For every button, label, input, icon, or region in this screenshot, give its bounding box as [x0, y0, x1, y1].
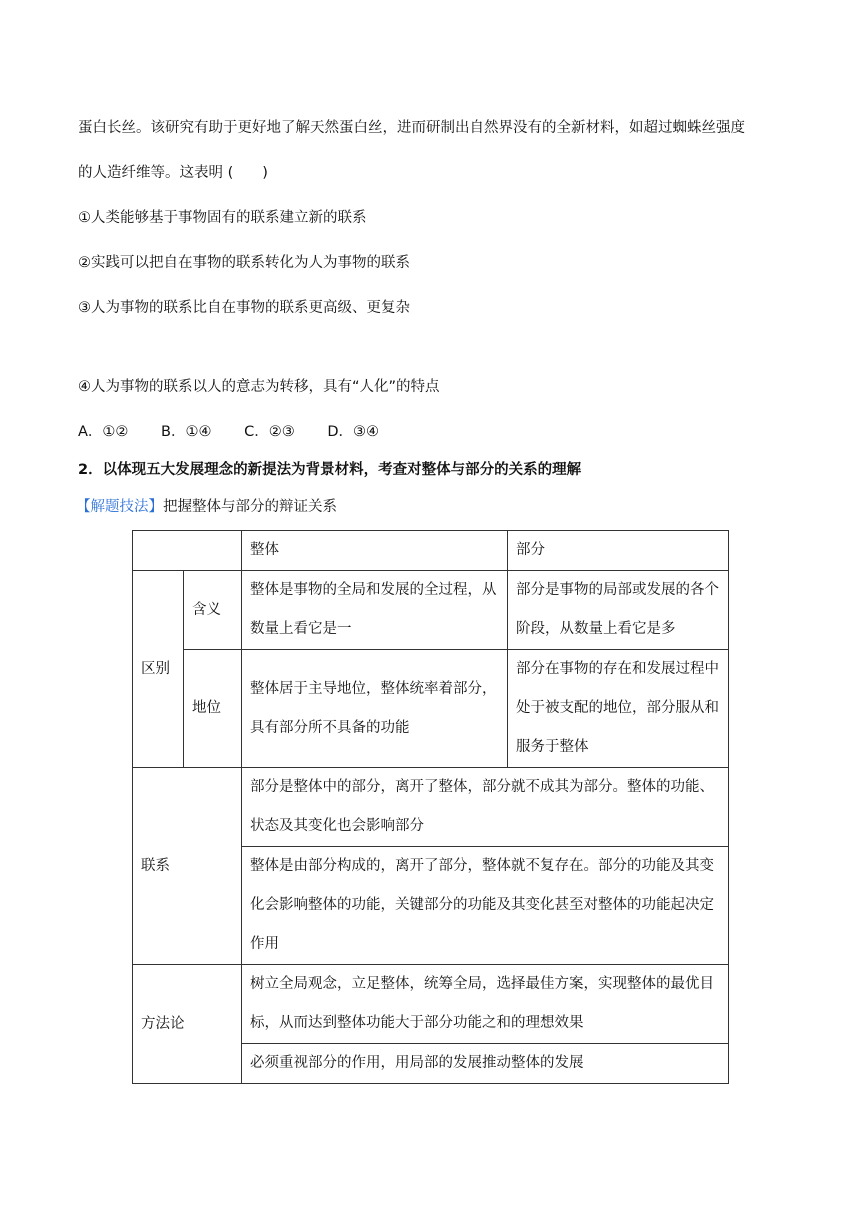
- tip-text: 把握整体与部分的辩证关系: [163, 499, 337, 515]
- label-status: 地位: [184, 650, 242, 768]
- option-c: C．②③: [244, 424, 295, 440]
- statement-4: ④人为事物的联系以人的意志为转移，具有“人化”的特点: [78, 379, 440, 395]
- option-b: B．①④: [161, 424, 212, 440]
- status-whole: 整体居于主导地位，整体统率着部分，具有部分所不具备的功能: [242, 650, 508, 768]
- question-text-line-1: 蛋白长丝。该研究有助于更好地了解天然蛋白丝，进而研制出自然界没有的全新材料，如超过蜘蛛丝强度: [78, 120, 745, 136]
- method-text-2: 必须重视部分的作用，用局部的发展推动整体的发展: [242, 1044, 729, 1084]
- table-corner-cell: [133, 531, 242, 571]
- header-part: 部分: [508, 531, 729, 571]
- meaning-whole: 整体是事物的全局和发展的全过程，从数量上看它是一: [242, 571, 508, 650]
- method-text-1: 树立全局观念，立足整体，统筹全局，选择最佳方案，实现整体的最优目标，从而达到整体功能大于部分功能之和的理想效果: [242, 965, 729, 1044]
- table-row-relation-1: [133, 768, 729, 847]
- label-relation: 联系: [133, 768, 242, 965]
- tip-tag: 【解题技法】: [76, 499, 163, 515]
- whole-part-table: [132, 530, 729, 1084]
- statement-2: ②实践可以把自在事物的联系转化为人为事物的联系: [78, 255, 410, 271]
- meaning-part: 部分是事物的局部或发展的各个阶段，从数量上看它是多: [508, 571, 729, 650]
- table-row-status: [133, 650, 729, 768]
- header-whole: 整体: [242, 531, 508, 571]
- status-part: 部分在事物的存在和发展过程中处于被支配的地位，部分服从和服务于整体: [508, 650, 729, 768]
- option-a: A．①②: [78, 424, 129, 440]
- relation-text-1: 部分是整体中的部分，离开了整体，部分就不成其为部分。整体的功能、状态及其变化也会影响部分: [242, 768, 729, 847]
- tip-line: [76, 497, 337, 517]
- label-meaning: 含义: [184, 571, 242, 650]
- question-text-line-2: 的人造纤维等。这表明 ( ): [78, 165, 268, 181]
- label-difference: 区别: [133, 571, 184, 768]
- statement-1: ①人类能够基于事物固有的联系建立新的联系: [78, 210, 367, 226]
- option-d: D．③④: [327, 424, 379, 440]
- statement-3: ③人为事物的联系比自在事物的联系更高级、更复杂: [78, 300, 410, 316]
- table-row-meaning: [133, 571, 729, 650]
- section-heading: 2．以体现五大发展理念的新提法为背景材料，考查对整体与部分的关系的理解: [78, 462, 582, 478]
- relation-text-2: 整体是由部分构成的，离开了部分，整体就不复存在。部分的功能及其变化会影响整体的功能，关键部分的功能及其变化甚至对整体的功能起决定作用: [242, 847, 729, 965]
- table-row-method-1: [133, 965, 729, 1044]
- answer-options: [78, 422, 407, 442]
- table-header-row: [133, 531, 729, 571]
- label-methodology: 方法论: [133, 965, 242, 1084]
